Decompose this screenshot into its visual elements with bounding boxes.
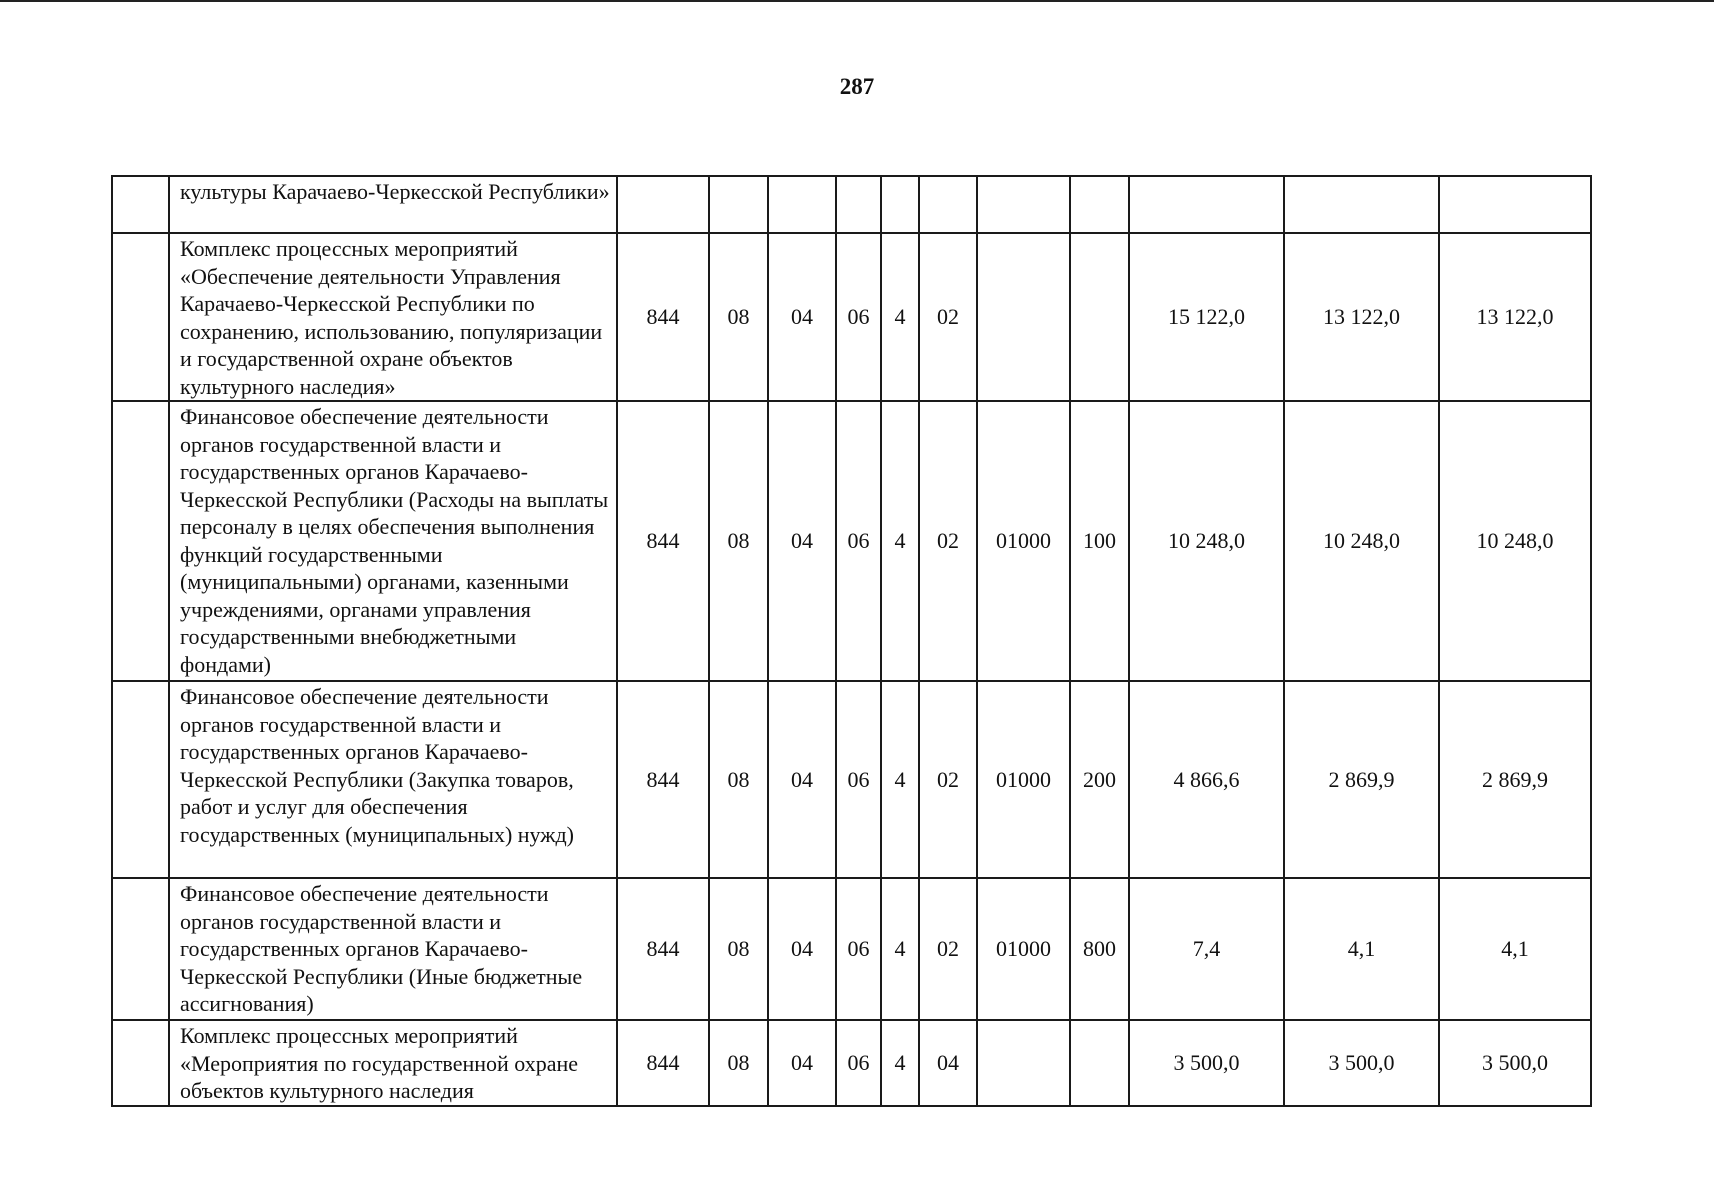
ved-code: 844 xyxy=(617,681,709,878)
target-code-direction xyxy=(977,233,1070,401)
expense-type-code xyxy=(1070,233,1129,401)
amount-year-1: 4 866,6 xyxy=(1129,681,1284,878)
page-number: 287 xyxy=(839,74,875,99)
target-code-structure: 02 xyxy=(919,233,977,401)
row-number-cell xyxy=(112,1020,169,1106)
target-code-program: 06 xyxy=(836,233,881,401)
table-row xyxy=(112,878,1591,1020)
amount-year-3: 3 500,0 xyxy=(1439,1020,1591,1106)
budget-table xyxy=(111,175,1592,1107)
row-description: Финансовое обеспечение деятельности органов государственной власти и государственных органов Карачаево-Черкесской Республики (Иные бюджетные ассигнования) xyxy=(169,878,617,1020)
target-code-direction: 01000 xyxy=(977,401,1070,681)
amount-year-3 xyxy=(1439,176,1591,233)
amount-year-3: 2 869,9 xyxy=(1439,681,1591,878)
target-code-program: 06 xyxy=(836,401,881,681)
ved-code: 844 xyxy=(617,1020,709,1106)
expense-type-code: 800 xyxy=(1070,878,1129,1020)
target-code-direction: 01000 xyxy=(977,878,1070,1020)
subsection-code: 04 xyxy=(768,401,836,681)
section-code: 08 xyxy=(709,401,768,681)
row-description: культуры Карачаево-Черкесской Республики» xyxy=(169,176,617,233)
amount-year-2: 4,1 xyxy=(1284,878,1439,1020)
expense-type-code xyxy=(1070,1020,1129,1106)
subsection-code: 04 xyxy=(768,681,836,878)
target-code-type: 4 xyxy=(881,681,919,878)
target-code-program xyxy=(836,176,881,233)
table-row xyxy=(112,233,1591,401)
target-code-structure: 02 xyxy=(919,878,977,1020)
amount-year-1: 7,4 xyxy=(1129,878,1284,1020)
section-code: 08 xyxy=(709,878,768,1020)
amount-year-2 xyxy=(1284,176,1439,233)
table-row xyxy=(112,176,1591,233)
expense-type-code xyxy=(1070,176,1129,233)
target-code-type: 4 xyxy=(881,401,919,681)
subsection-code: 04 xyxy=(768,878,836,1020)
amount-year-2: 3 500,0 xyxy=(1284,1020,1439,1106)
table-row xyxy=(112,1020,1591,1106)
target-code-type: 4 xyxy=(881,1020,919,1106)
row-description: Финансовое обеспечение деятельности органов государственной власти и государственных органов Карачаево-Черкесской Республики (Закупка товаров, работ и услуг для обеспечения государственных (муниципальных) нужд) xyxy=(169,681,617,878)
row-number-cell xyxy=(112,233,169,401)
amount-year-2: 10 248,0 xyxy=(1284,401,1439,681)
ved-code xyxy=(617,176,709,233)
target-code-program: 06 xyxy=(836,878,881,1020)
target-code-direction xyxy=(977,176,1070,233)
target-code-structure: 02 xyxy=(919,401,977,681)
row-description: Комплекс процессных мероприятий «Обеспечение деятельности Управления Карачаево-Черкесской Республики по сохранению, использованию, популяризации и государственной охране объектов культурного наследия» xyxy=(169,233,617,401)
amount-year-1: 10 248,0 xyxy=(1129,401,1284,681)
table-row xyxy=(112,401,1591,681)
amount-year-1: 15 122,0 xyxy=(1129,233,1284,401)
expense-type-code: 200 xyxy=(1070,681,1129,878)
row-number-cell xyxy=(112,176,169,233)
row-description: Финансовое обеспечение деятельности органов государственной власти и государственных органов Карачаево-Черкесской Республики (Расходы на выплаты персоналу в целях обеспечения выполнения функций государственными (муниципальными) органами, казенными учреждениями, органами управления государственными внебюджетными фондами) xyxy=(169,401,617,681)
ved-code: 844 xyxy=(617,233,709,401)
target-code-type: 4 xyxy=(881,233,919,401)
amount-year-2: 2 869,9 xyxy=(1284,681,1439,878)
target-code-type xyxy=(881,176,919,233)
section-code xyxy=(709,176,768,233)
amount-year-3: 4,1 xyxy=(1439,878,1591,1020)
row-number-cell xyxy=(112,401,169,681)
target-code-direction: 01000 xyxy=(977,681,1070,878)
row-number-cell xyxy=(112,878,169,1020)
expense-type-code: 100 xyxy=(1070,401,1129,681)
ved-code: 844 xyxy=(617,878,709,1020)
amount-year-1 xyxy=(1129,176,1284,233)
subsection-code xyxy=(768,176,836,233)
section-code: 08 xyxy=(709,1020,768,1106)
target-code-direction xyxy=(977,1020,1070,1106)
section-code: 08 xyxy=(709,233,768,401)
subsection-code: 04 xyxy=(768,1020,836,1106)
table-row xyxy=(112,681,1591,878)
amount-year-1: 3 500,0 xyxy=(1129,1020,1284,1106)
amount-year-3: 10 248,0 xyxy=(1439,401,1591,681)
target-code-structure xyxy=(919,176,977,233)
ved-code: 844 xyxy=(617,401,709,681)
top-scan-border xyxy=(0,0,1714,2)
section-code: 08 xyxy=(709,681,768,878)
target-code-program: 06 xyxy=(836,681,881,878)
amount-year-3: 13 122,0 xyxy=(1439,233,1591,401)
target-code-program: 06 xyxy=(836,1020,881,1106)
row-number-cell xyxy=(112,681,169,878)
target-code-structure: 02 xyxy=(919,681,977,878)
target-code-structure: 04 xyxy=(919,1020,977,1106)
target-code-type: 4 xyxy=(881,878,919,1020)
subsection-code: 04 xyxy=(768,233,836,401)
row-description: Комплекс процессных мероприятий «Мероприятия по государственной охране объектов культурного наследия xyxy=(169,1020,617,1106)
amount-year-2: 13 122,0 xyxy=(1284,233,1439,401)
